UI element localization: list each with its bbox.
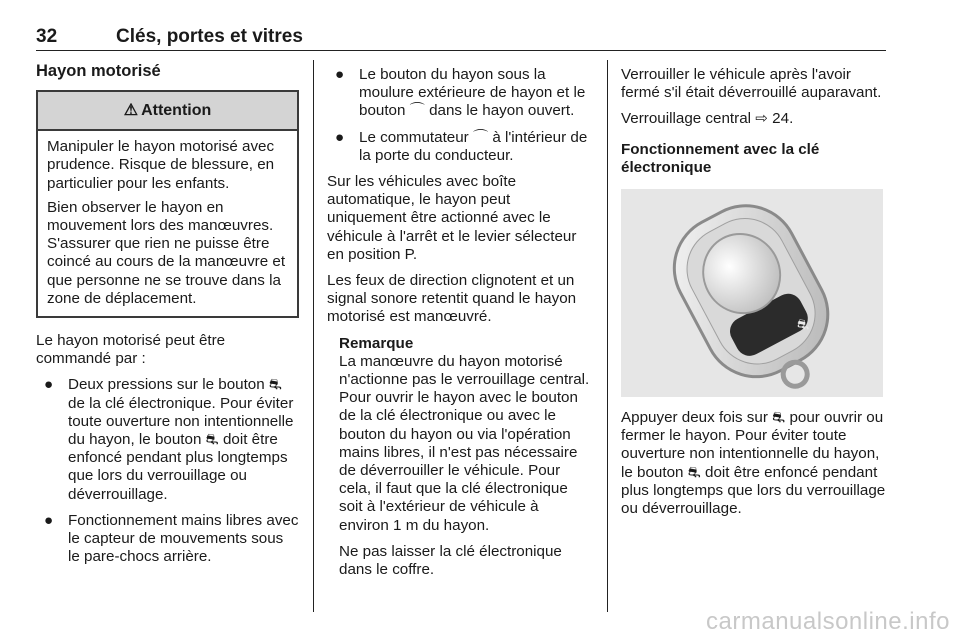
list-item (327, 66, 592, 121)
column-divider-1 (313, 60, 314, 612)
page-number: 32 (36, 26, 58, 47)
list-item (36, 376, 299, 503)
cross-reference: Verrouillage central ⇨ 24. (621, 110, 794, 128)
paragraph-instructions: Appuyer deux fois sur ⛐ pour ouvrir ou fermer le hayon. Pour éviter toute ouverture non intentionnelle du hayon, le bouton ⛐ doit être enfoncé pendant plus longtemps que lors du verrouillage ou déverrouillage. (621, 409, 886, 518)
chapter-title: Clés, portes et vitres (116, 26, 303, 47)
warning-title: Attention (141, 101, 212, 119)
bullet-dot: ● (44, 376, 54, 394)
warning-header (38, 92, 297, 131)
note-paragraph-1: La manœuvre du hayon motorisé n'actionne pas le verrouillage central. Pour ouvrir le hayon avec le bouton de la clé électronique ou avec le bouton du hayon ou via l'opération mains libres, il n'est pas nécessaire de déverrouiller le véhicule. Pour cela, il faut que la clé électronique soit à l'extérieur de véhicule à environ 1 m du hayon. (339, 352, 590, 534)
column-divider-2 (607, 60, 608, 612)
list-item (36, 512, 299, 567)
intro-paragraph: Le hayon motorisé peut être commandé par : (36, 332, 226, 368)
list-item-text: Fonctionnement mains libres avec le capteur de mouvements sous le pare-chocs arrière. (68, 511, 299, 566)
page-header (36, 24, 886, 51)
warning-triangle-icon: ⚠ (123, 101, 139, 119)
watermark: carmanualsonline.info (706, 608, 950, 635)
note-title: Remarque (339, 334, 414, 352)
bullet-dot: ● (335, 66, 345, 83)
list-item-text: Deux pressions sur le bouton ⛐ de la clé électronique. Pour éviter toute ouverture non intentionnelle du hayon, le bouton ⛐ doit être enfoncé pendant plus longtemps que lors du verrouillage ou déverrouillage. (68, 376, 294, 503)
warning-body (38, 131, 297, 316)
note-paragraph-2: Ne pas laisser la clé électronique dans le coffre. (339, 542, 562, 579)
list-item (327, 129, 592, 165)
list-item-text: Le commutateur ⌒ à l'intérieur de la porte du conducteur. (359, 128, 588, 164)
paragraph-automatic: Sur les véhicules avec boîte automatique, le hayon peut uniquement être actionné avec le véhicule à l'arrêt et le levier sélecteur en position P. (327, 173, 577, 263)
paragraph-signals: Les feux de direction clignotent et un signal sonore retentit quand le hayon motorisé est manœuvré. (327, 272, 577, 326)
bullet-dot: ● (44, 511, 54, 529)
list-item-text: Le bouton du hayon sous la moulure extérieure de hayon et le bouton ⌒ dans le hayon ouvert. (359, 66, 586, 120)
paragraph-lock: Verrouiller le véhicule après l'avoir fermé s'il était déverrouillé auparavant. (621, 66, 882, 102)
section-title: Hayon motorisé (36, 62, 161, 80)
warning-paragraph-1: Manipuler le hayon motorisé avec prudence. Risque de blessure, en particulier pour les enfants. (47, 138, 275, 192)
bullet-dot: ● (335, 128, 345, 146)
electronic-key-image (621, 189, 883, 397)
warning-box (36, 90, 299, 318)
svg-text:⛐: ⛐ (797, 317, 810, 334)
column-3 (621, 66, 886, 526)
note-block (327, 335, 592, 580)
key-fob-illustration (621, 189, 883, 397)
warning-paragraph-2: Bien observer le hayon en mouvement lors des manœuvres. S'assurer que rien ne puisse être coincé au cours de la manœuvre et que personne ne se trouve dans la zone de déplacement. (47, 198, 286, 307)
column-2 (327, 66, 592, 587)
column-1 (36, 62, 299, 574)
subsection-title: Fonctionnement avec la clé électronique (621, 140, 820, 176)
